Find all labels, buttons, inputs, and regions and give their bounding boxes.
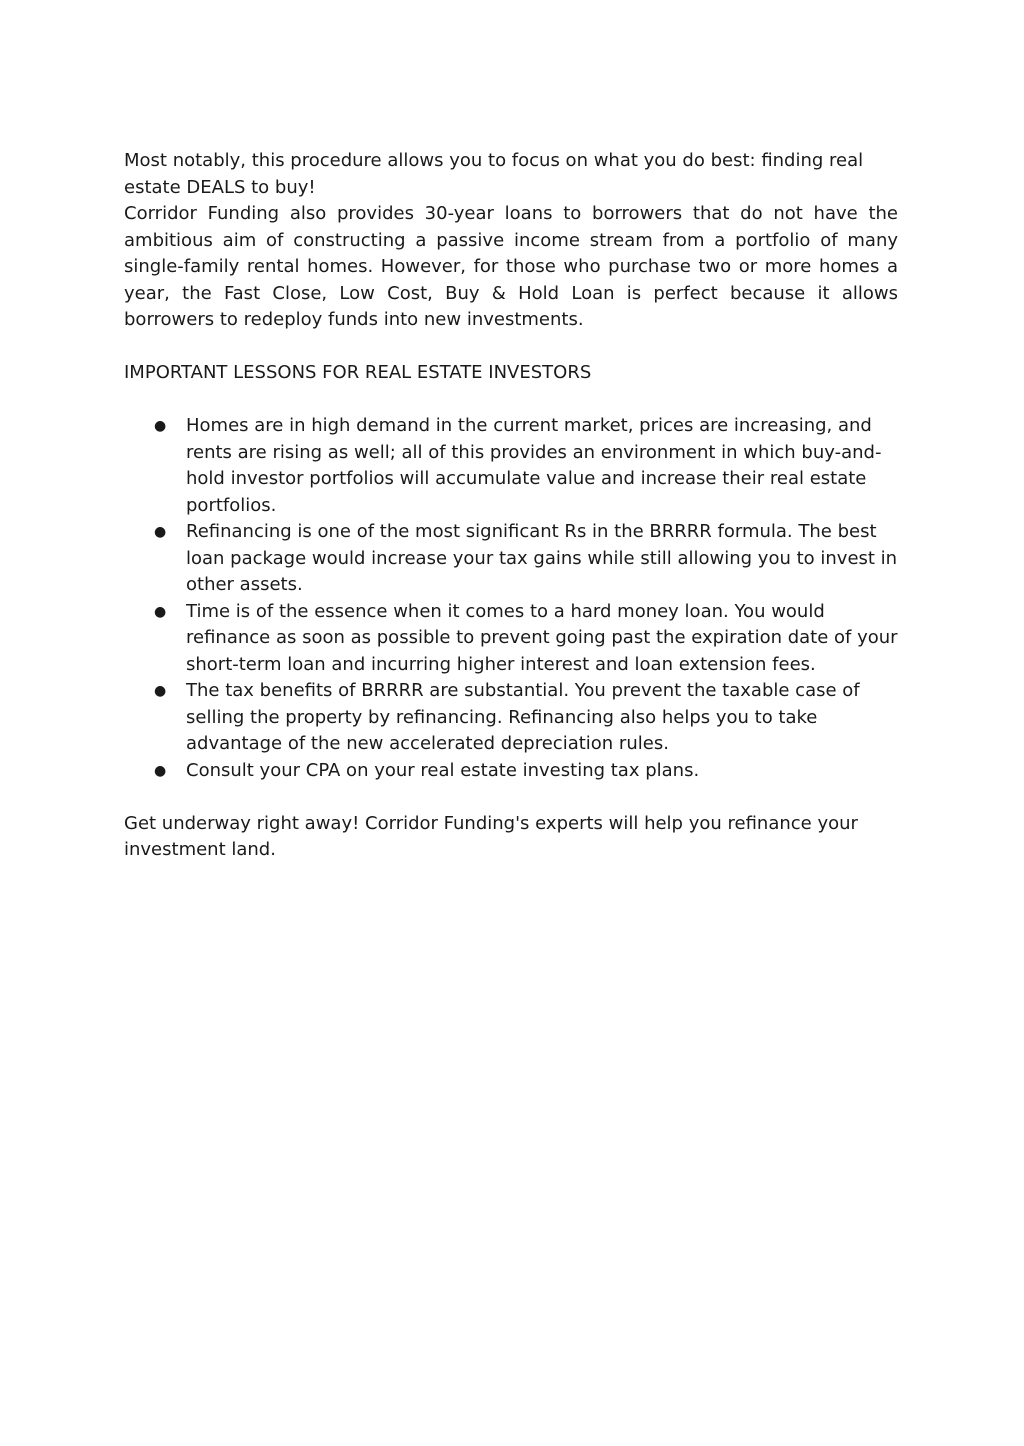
- list-item: [124, 413, 898, 519]
- closing-paragraph: Get underway right away! Corridor Funding's experts will help you refinance your investment land.: [124, 812, 858, 860]
- lessons-list: [124, 413, 898, 784]
- section-heading: IMPORTANT LESSONS FOR REAL ESTATE INVESTORS: [124, 362, 592, 383]
- bullet-icon: ●: [154, 683, 167, 699]
- list-item-text: Time is of the essence when it comes to a hard money loan. You would refinance as soon as possible to prevent going past the expiration date of your short-term loan and incurring higher interest and loan extension fees.: [186, 600, 898, 675]
- spacer: [124, 784, 898, 811]
- list-item: [124, 519, 898, 599]
- bullet-icon: ●: [154, 762, 167, 779]
- list-item-text: The tax benefits of BRRRR are substantial. You prevent the taxable case of selling the property by refinancing. Refinancing also helps you to take advantage of the new accelerated depreciation rules.: [186, 680, 860, 754]
- bullet-icon: ●: [154, 524, 167, 540]
- list-item: [124, 678, 898, 758]
- loans-paragraph: Corridor Funding also provides 30-year loans to borrowers that do not have the ambitious aim of constructing a passive income stream from a portfolio of many single-family rental homes. However, for those who purchase two or more homes a year, the Fast Close, Low Cost, Buy & Hold Loan is perfect because it allows borrowers to redeploy funds into new investments.: [124, 203, 898, 330]
- list-item-text: Homes are in high demand in the current market, prices are increasing, and rents are rising as well; all of this provides an environment in which buy-and-hold investor portfolios will accumulate value and increase their real estate portfolios.: [186, 415, 882, 516]
- list-item: [124, 758, 898, 785]
- spacer: [124, 334, 898, 361]
- list-item-text: Refinancing is one of the most significant Rs in the BRRRR formula. The best loan package would increase your tax gains while still allowing you to invest in other assets.: [186, 521, 898, 595]
- list-item-text: Consult your CPA on your real estate investing tax plans.: [186, 759, 700, 781]
- document-page: [124, 148, 898, 864]
- list-item: [124, 599, 898, 679]
- intro-paragraph: Most notably, this procedure allows you to focus on what you do best: finding real estate DEALS to buy!: [124, 150, 864, 198]
- bullet-icon: ●: [154, 418, 167, 434]
- spacer: [124, 387, 898, 414]
- bullet-icon: ●: [154, 603, 167, 620]
